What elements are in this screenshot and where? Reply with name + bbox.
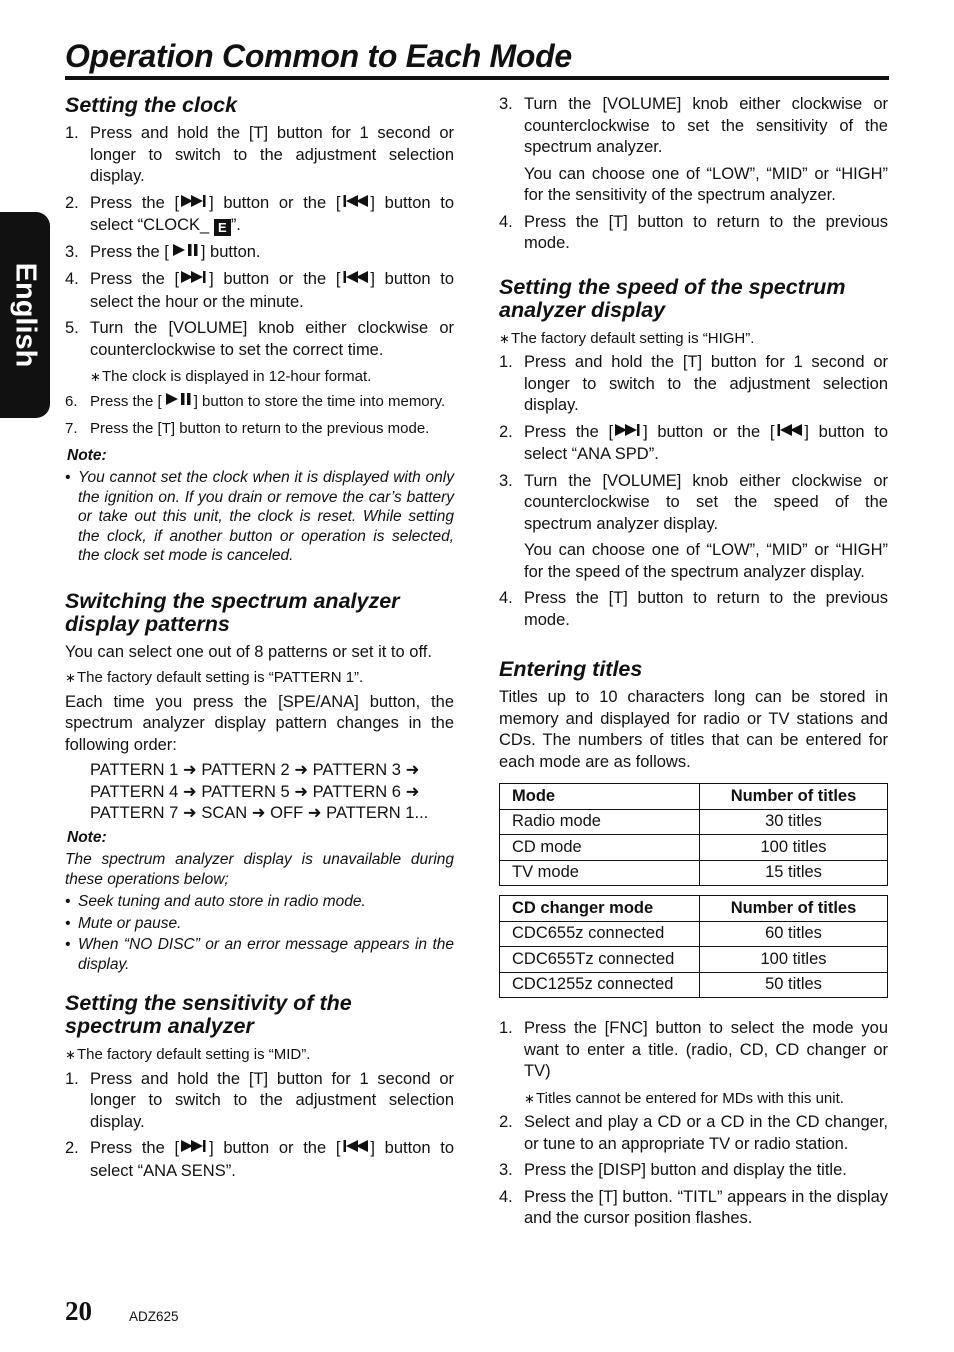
table-cell: CDC655z connected xyxy=(500,921,700,947)
pattern-step: PATTERN 3 xyxy=(312,761,401,779)
table-header-row xyxy=(500,896,888,922)
section-setting-clock xyxy=(65,94,454,566)
skip-back-icon xyxy=(774,422,804,445)
page-number: 20 xyxy=(65,1296,92,1326)
pattern-sequence xyxy=(65,760,454,825)
play-pause-icon xyxy=(169,242,201,265)
titles-intro: Titles up to 10 characters long can be stored in memory and displayed for radio or TV stations and CDs. The numbers of titles that can be entered for each mode are as follows. xyxy=(499,688,888,771)
heading-spectrum-patterns: Switching the spectrum analyzer display patterns xyxy=(65,588,400,636)
right-arrow-icon: ➜ xyxy=(289,782,313,801)
pattern-step: PATTERN 5 xyxy=(201,782,290,801)
pattern-note: The spectrum analyzer display is unavailable during these operations below; xyxy=(65,851,454,888)
pattern-step: PATTERN 7 xyxy=(90,804,179,822)
right-column xyxy=(499,94,888,1235)
table-cell: 100 titles xyxy=(700,835,888,861)
pattern-step: SCAN xyxy=(201,804,248,822)
pattern-step: PATTERN 2 xyxy=(201,761,290,779)
clock-note: • You cannot set the clock when it is displayed with only the ignition on. If you drain or remove the car’s battery or take out this unit, the clock is reset. While setting the clock, if another button or operation is selected, the clock set mode is canceled. xyxy=(65,468,454,566)
pattern-note-bullets xyxy=(65,892,454,974)
table-header-cell: Mode xyxy=(500,784,700,810)
sens-step-2: 2. Press the [ ] button or the [ ] button to select “ANA SENS”. xyxy=(65,1139,454,1180)
right-arrow-icon: ➜ xyxy=(400,761,420,779)
e-symbol: E xyxy=(214,219,231,236)
titles-step-2: 2. Select and play a CD or a CD in the CD changer, or tune to an appropriate TV or radio station. xyxy=(499,1113,888,1153)
section-sensitivity xyxy=(65,992,454,1182)
section-spectrum-patterns xyxy=(65,590,454,975)
sens-step-3: 3. Turn the [VOLUME] knob either clockwise or counterclockwise to set the sensitivity of the spectrum analyzer. xyxy=(499,95,888,156)
titles-step-4: 4. Press the [T] button. “TITL” appears in the display and the cursor position flashes. xyxy=(499,1187,888,1227)
table-header-cell: Number of titles xyxy=(700,896,888,922)
clock-step-4: 4. Press the [ ] button or the [ ] button to select the hour or the minute. xyxy=(65,270,454,311)
table-row xyxy=(500,809,888,835)
model-number: ADZ625 xyxy=(129,1309,179,1324)
heading-sensitivity: Setting the sensitivity of the spectrum analyzer xyxy=(65,991,352,1038)
titles-step-3: 3. Press the [DISP] button and display the title. xyxy=(499,1161,847,1179)
heading-setting-clock: Setting the clock xyxy=(65,93,238,117)
skip-forward-icon xyxy=(179,269,209,292)
sens-default: ∗ The factory default setting is “MID”. xyxy=(65,1044,454,1066)
right-arrow-icon: ➜ xyxy=(303,804,327,822)
note-bullet: • Seek tuning and auto store in radio mode. xyxy=(65,892,454,912)
table-cell: CDC655Tz connected xyxy=(500,947,700,973)
left-column xyxy=(65,94,454,1187)
section-sensitivity-continued xyxy=(499,94,888,255)
table-row xyxy=(500,921,888,947)
sens-step-3-note: You can choose one of “LOW”, “MID” or “HIGH” for the sensitivity of the spectrum analyzer. xyxy=(524,164,888,204)
clock-step-6: 6. Press the [ ] button to store the time into memory. xyxy=(65,391,454,414)
right-arrow-icon: ➜ xyxy=(178,761,202,779)
clock-step-7: 7. Press the [T] button to return to the previous mode. xyxy=(65,420,430,437)
right-arrow-icon: ➜ xyxy=(400,782,420,801)
clock-step-3: 3. Press the [ ] button. xyxy=(65,242,454,265)
table-row xyxy=(500,835,888,861)
cd-changer-titles-table xyxy=(499,895,888,998)
table-cell: 30 titles xyxy=(700,809,888,835)
pattern-step: PATTERN 6 xyxy=(312,782,401,801)
pattern-intro: You can select one out of 8 patterns or set it to off. xyxy=(65,642,432,661)
clock-step-5-note: ∗ The clock is displayed in 12-hour format. xyxy=(90,366,454,388)
speed-step-3-note: You can choose one of “LOW”, “MID” or “HIGH” for the speed of the spectrum analyzer display. xyxy=(524,541,888,581)
play-pause-icon xyxy=(162,391,194,414)
table-cell: CD mode xyxy=(500,835,700,861)
table-cell: 60 titles xyxy=(700,921,888,947)
clock-step-2: 2. Press the [ ] button or the [ ] button to select “CLOCK_ E ”. xyxy=(65,193,454,235)
heading-entering-titles: Entering titles xyxy=(499,657,643,681)
pattern-sequence-line xyxy=(90,760,454,782)
skip-forward-icon xyxy=(613,422,643,445)
skip-back-icon xyxy=(340,1138,370,1161)
titles-step-1: 1. Press the [FNC] button to select the mode you want to enter a title. (radio, CD, CD changer or TV) xyxy=(499,1019,888,1080)
pattern-step: PATTERN 1 xyxy=(90,761,179,779)
speed-default: ∗ The factory default setting is “HIGH”. xyxy=(499,328,888,350)
pattern-step: OFF xyxy=(270,804,304,822)
page-title: Operation Common to Each Mode xyxy=(65,38,572,74)
table-row xyxy=(500,972,888,998)
table-header-row xyxy=(500,784,888,810)
skip-back-icon xyxy=(340,269,370,292)
table-cell: TV mode xyxy=(500,860,700,886)
right-arrow-icon: ➜ xyxy=(289,761,313,779)
pattern-step: PATTERN 4 xyxy=(90,782,179,801)
table-cell: CDC1255z connected xyxy=(500,972,700,998)
table-cell: 15 titles xyxy=(700,860,888,886)
pattern-body: Each time you press the [SPE/ANA] button, the spectrum analyzer display pattern changes in the following order: xyxy=(65,692,454,754)
titles-step-1-note: ∗ Titles cannot be entered for MDs with this unit. xyxy=(524,1088,888,1110)
note-bullet: • Mute or pause. xyxy=(65,914,454,934)
section-speed xyxy=(499,276,888,632)
pattern-note-heading: Note: xyxy=(67,828,107,846)
table-row xyxy=(500,947,888,973)
table-row xyxy=(500,860,888,886)
section-entering-titles xyxy=(499,658,888,1230)
clock-step-1: 1. Press and hold the [T] button for 1 second or longer to switch to the adjustment selection display. xyxy=(65,124,454,185)
clock-note-heading: Note: xyxy=(67,446,107,464)
table-header-cell: CD changer mode xyxy=(500,896,700,922)
mode-titles-table xyxy=(499,783,888,886)
right-arrow-icon: ➜ xyxy=(247,804,271,822)
speed-step-1: 1. Press and hold the [T] button for 1 second or longer to switch to the adjustment selection display. xyxy=(499,353,888,414)
speed-step-2: 2. Press the [ ] button or the [ ] button to select “ANA SPD”. xyxy=(499,422,888,463)
language-tab-label: English xyxy=(9,262,42,368)
speed-step-3: 3. Turn the [VOLUME] knob either clockwise or counterclockwise to set the speed of the spectrum analyzer display. xyxy=(499,471,888,533)
table-cell: 50 titles xyxy=(700,972,888,998)
sens-step-4: 4. Press the [T] button to return to the previous mode. xyxy=(499,212,888,252)
skip-forward-icon xyxy=(179,1138,209,1161)
skip-back-icon xyxy=(340,193,370,216)
pattern-step: PATTERN 1... xyxy=(326,804,429,822)
pattern-sequence-line xyxy=(90,803,454,825)
table-cell: 100 titles xyxy=(700,947,888,973)
right-arrow-icon: ➜ xyxy=(178,782,202,801)
table-cell: Radio mode xyxy=(500,809,700,835)
right-arrow-icon: ➜ xyxy=(178,804,202,822)
table-header-cell: Number of titles xyxy=(700,784,888,810)
speed-step-4: 4. Press the [T] button to return to the previous mode. xyxy=(499,589,888,629)
note-bullet: • When “NO DISC” or an error message appears in the display. xyxy=(65,935,454,974)
clock-step-5: 5. Turn the [VOLUME] knob either clockwise or counterclockwise to set the correct time. xyxy=(65,319,454,359)
language-tab xyxy=(0,212,50,418)
skip-forward-icon xyxy=(179,193,209,216)
title-rule xyxy=(65,76,889,80)
sens-step-1: 1. Press and hold the [T] button for 1 second or longer to switch to the adjustment selection display. xyxy=(65,1069,454,1131)
heading-speed: Setting the speed of the spectrum analyzer display xyxy=(499,274,846,322)
pattern-sequence-line xyxy=(90,782,454,804)
pattern-default: ∗ The factory default setting is “PATTERN 1”. xyxy=(65,667,454,689)
